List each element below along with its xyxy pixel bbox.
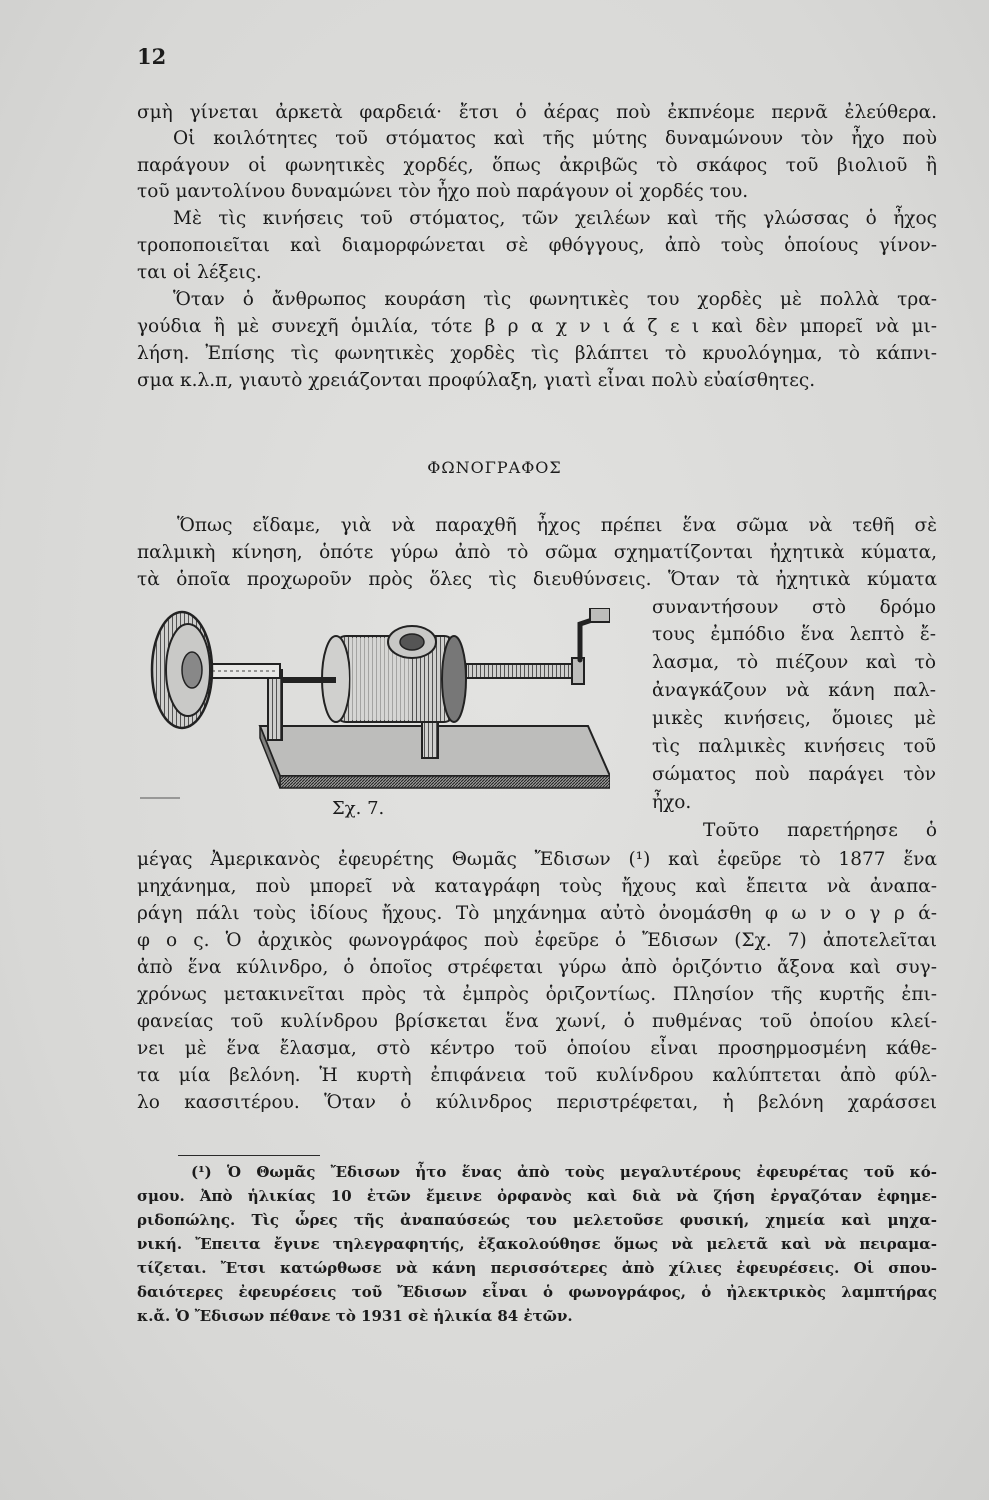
- figure-caption: Σχ. 7.: [332, 798, 385, 819]
- section-line: χρόνως μετακινεῖται πρὸς τὰ ἐμπρὸς ὁριζοντίως. Πλησίον τῆς κυρτῆς ἐπι-: [137, 984, 937, 1005]
- body-line: ται οἱ λέξεις.: [137, 262, 262, 283]
- footnote-line: δαιότερες ἐφευρέσεις τοῦ Ἔδισων εἶναι ὁ φωνογράφος, ὁ ἠλεκτρικὸς λαμπτήρας: [137, 1283, 937, 1301]
- side-line: μικὲς κινήσεις, ὅμοιες μὲ: [652, 708, 936, 729]
- section-heading: ΦΩΝΟΓΡΑΦΟΣ: [427, 458, 562, 477]
- footnote-line: ριδοπώλης. Τὶς ὧρες τῆς ἀναπαύσεώς του μελετοῦσε φυσική, χημεία καὶ μηχα-: [137, 1211, 937, 1229]
- footnote-line: σμου. Ἀπὸ ἡλικίας 10 ἐτῶν ἔμεινε ὀρφανὸς καὶ διὰ νὰ ζήση ἐργαζόταν ἐφημε-: [137, 1187, 937, 1205]
- section-line: Ὅπως εἴδαμε, γιὰ νὰ παραχθῆ ἦχος πρέπει ἕνα σῶμα νὰ τεθῆ σὲ: [177, 515, 937, 536]
- footnote-line: κ.ἄ. Ὁ Ἔδισων πέθανε τὸ 1931 σὲ ἡλικία 84 ἐτῶν.: [137, 1307, 573, 1325]
- footnote-line: (¹) Ὁ Θωμᾶς Ἔδισων ἦτο ἕνας ἀπὸ τοὺς μεγαλυτέρους ἐφευρέτας τοῦ κό-: [191, 1163, 937, 1181]
- crank-handle: [580, 618, 598, 660]
- section-line: ἀπὸ ἕνα κύλινδρο, ὁ ὁποῖος στρέφεται γύρω ἀπὸ ὁριζόντιο ἄξονα καὶ συγ-: [137, 957, 937, 978]
- side-line: ἀναγκάζουν νὰ κάνη παλ-: [652, 680, 936, 701]
- section-line: λο κασσιτέρου. Ὅταν ὁ κύλινδρος περιστρέφεται, ἡ βελόνη χαράσσει: [137, 1092, 937, 1113]
- section-line: τὰ ὁποῖα προχωροῦν πρὸς ὅλες τὶς διευθύνσεις. Ὅταν τὰ ἠχητικὰ κύματα: [137, 569, 937, 590]
- body-line: Οἱ κοιλότητες τοῦ στόματος καὶ τῆς μύτης δυναμώνουν τὸν ἦχο ποὺ: [173, 128, 937, 149]
- body-line: Μὲ τὶς κινήσεις τοῦ στόματος, τῶν χειλέων καὶ τῆς γλώσσας ὁ ἦχος: [173, 208, 937, 229]
- section-line: νει μὲ ἕνα ἔλασμα, στὸ κέντρο τοῦ ὁποίου εἶναι προσηρμοσμένη κάθε-: [137, 1038, 937, 1059]
- side-line: σώματος ποὺ παράγει τὸν: [652, 764, 936, 785]
- footnote-line: νική. Ἔπειτα ἔγινε τηλεγραφητής, ἐξακολούθησε ὅμως νὰ μελετᾶ καὶ νὰ πειραμα-: [137, 1235, 937, 1253]
- side-line: τους ἐμπόδιο ἕνα λεπτὸ ἔ-: [652, 624, 936, 645]
- side-line: τὶς παλμικὲς κινήσεις τοῦ: [652, 736, 936, 757]
- footnote-line: τίζεται. Ἔτσι κατώρθωσε νὰ κάνη περισσότερες ἀπὸ χίλιες ἐφευρέσεις. Οἱ σπου-: [137, 1259, 937, 1277]
- section-line: μηχάνημα, ποὺ μπορεῖ νὰ καταγράφη τοὺς ἤχους καὶ ἔπειτα νὰ ἀναπα-: [137, 876, 937, 897]
- side-line: συναντήσουν στὸ δρόμο: [652, 597, 936, 618]
- body-line: Ὅταν ὁ ἄνθρωπος κουράση τὶς φωνητικὲς του χορδὲς μὲ πολλὰ τρα-: [173, 289, 937, 310]
- body-line: τοῦ μαντολίνου δυναμώνει τὸν ἦχο ποὺ παράγουν οἱ χορδές του.: [137, 181, 749, 202]
- body-line: σμα κ.λ.π, γιαυτὸ χρειάζονται προφύλαξη, γιατὶ εἶναι πολὺ εὐαίσθητες.: [137, 370, 816, 391]
- section-line: Τοῦτο παρετήρησε ὁ: [703, 820, 937, 841]
- side-line: λασμα, τὸ πιέζουν καὶ τὸ: [652, 652, 936, 673]
- section-line: ράγη πάλι τοὺς ἰδίους ἤχους. Τὸ μηχάνημα αὐτὸ ὀνομάσθη φ ω ν ο γ ρ ά-: [137, 903, 937, 924]
- section-line: τα μία βελόνη. Ἡ κυρτὴ ἐπιφάνεια τοῦ κυλίνδρου καλύπτεται ἀπὸ φύλ-: [137, 1065, 937, 1086]
- phonograph-figure: [140, 608, 610, 804]
- side-line: ἦχο.: [652, 792, 692, 813]
- body-line: γούδια ἢ μὲ συνεχῆ ὁμιλία, τότε β ρ α χ ν ι ά ζ ε ι καὶ δὲν μπορεῖ νὰ μι-: [137, 316, 937, 337]
- body-line: τροποποιεῖται καὶ διαμορφώνεται σὲ φθόγγους, ἀπὸ τοὺς ὁποίους γίνον-: [137, 235, 937, 256]
- footnote-rule: [178, 1155, 320, 1156]
- section-line: φανείας τοῦ κυλίνδρου βρίσκεται ἕνα χωνί, ὁ πυθμένας τοῦ ὁποίου κλεί-: [137, 1011, 937, 1032]
- section-line: μέγας Ἀμερικανὸς ἐφευρέτης Θωμᾶς Ἔδισων (¹) καὶ ἐφεῦρε τὸ 1877 ἕνα: [137, 849, 937, 870]
- page-number: 12: [137, 44, 167, 69]
- body-line: παράγουν οἱ φωνητικὲς χορδές, ὅπως ἀκριβῶς τὸ σκάφος τοῦ βιολιοῦ ἢ: [137, 155, 937, 176]
- body-line: λήση. Ἐπίσης τὶς φωνητικὲς χορδὲς τὶς βλάπτει τὸ κρυολόγημα, τὸ κάπνι-: [137, 343, 937, 364]
- threaded-rod: [466, 664, 576, 678]
- section-line: παλμικὴ κίνηση, ὁπότε γύρω ἀπὸ τὸ σῶμα σχηματίζονται ἠχητικὰ κύματα,: [137, 542, 937, 563]
- section-line: φ ο ς. Ὁ ἀρχικὸς φωνογράφος ποὺ ἐφεῦρε ὁ Ἔδισων (Σχ. 7) ἀποτελεῖται: [137, 930, 937, 951]
- body-line: σμὴ γίνεται ἀρκετὰ φαρδειά· ἔτσι ὁ ἀέρας ποὺ ἐκπνέομε περνᾶ ἐλεύθερα.: [137, 102, 937, 123]
